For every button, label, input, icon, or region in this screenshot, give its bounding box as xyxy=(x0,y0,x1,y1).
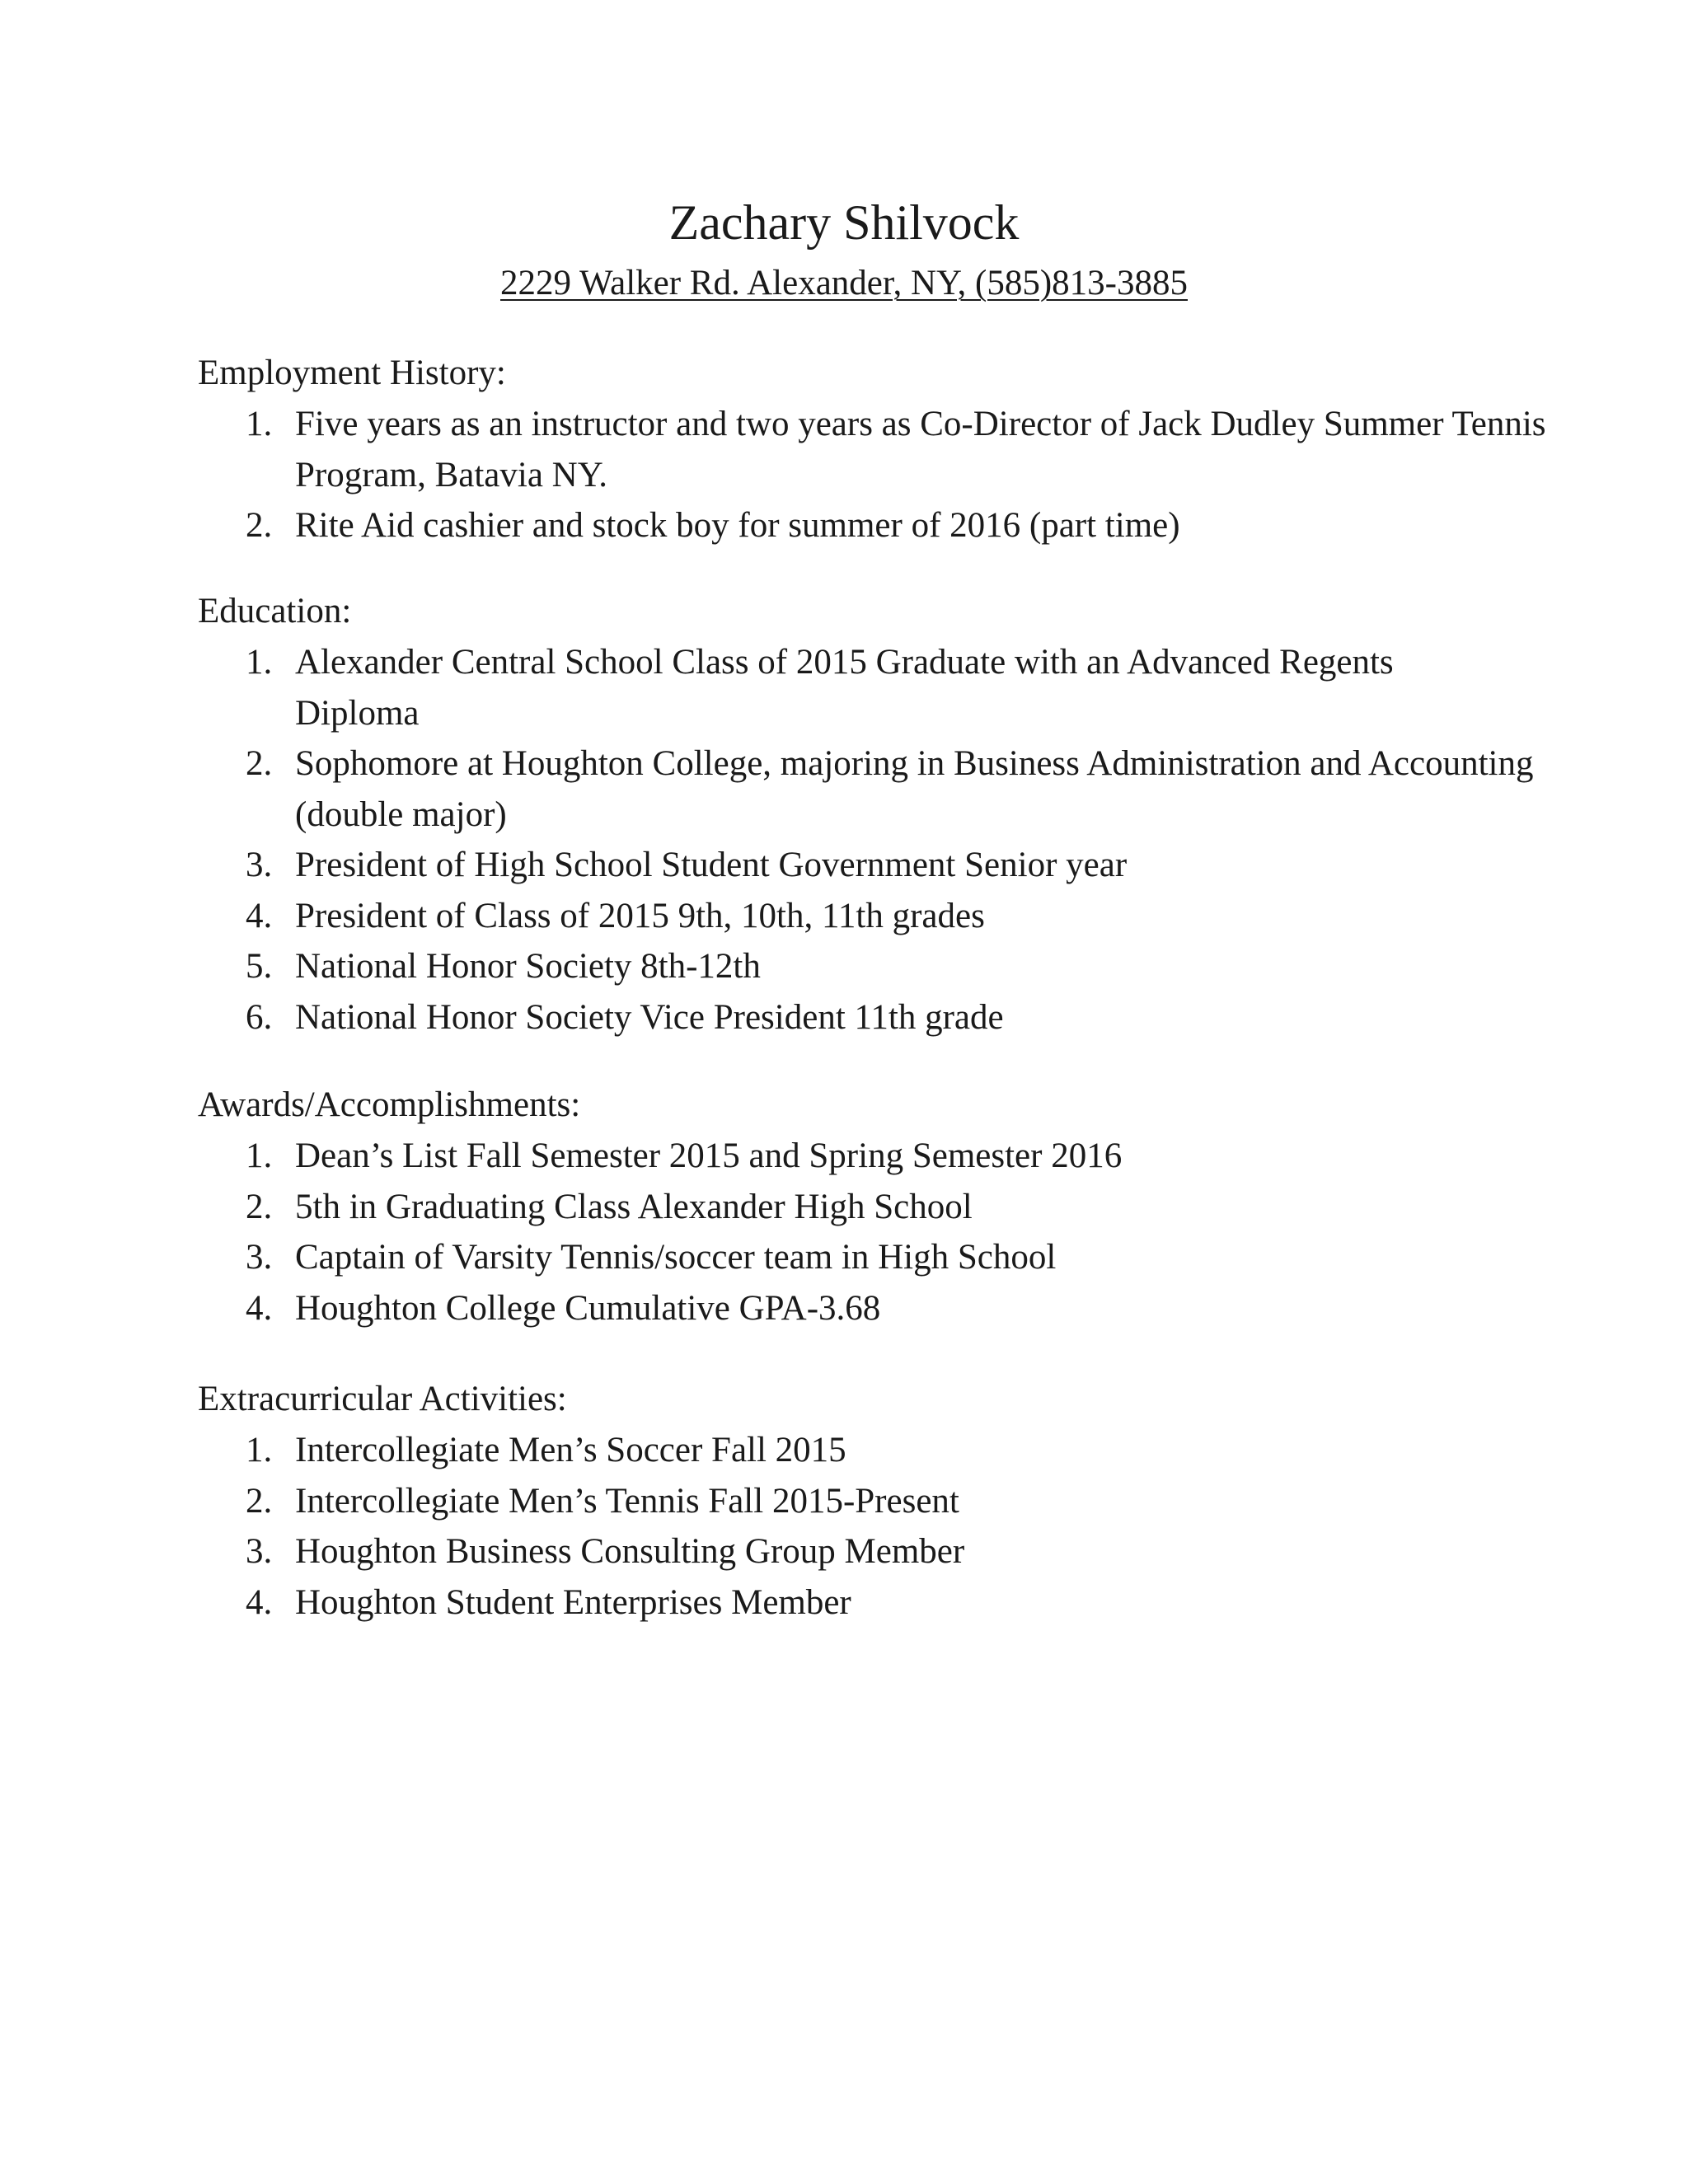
list-item xyxy=(198,399,1581,500)
list-item xyxy=(198,1577,1550,1629)
list-item xyxy=(198,637,1465,738)
contact-line: 2229 Walker Rd. Alexander, NY, (585)813-3885 xyxy=(500,264,1188,302)
list-item xyxy=(198,500,1550,551)
list-item xyxy=(198,1232,1550,1283)
item-text: Houghton Business Consulting Group Member xyxy=(295,1532,965,1571)
item-number: 1. xyxy=(246,1137,273,1175)
item-text: Rite Aid cashier and stock boy for summer of 2016 (part time) xyxy=(295,506,1180,545)
item-text: National Honor Society 8th-12th xyxy=(295,947,761,986)
item-number: 1. xyxy=(246,1431,273,1469)
list-item xyxy=(198,1526,1550,1577)
item-number: 2. xyxy=(246,1187,273,1226)
education-heading: Education: xyxy=(198,592,352,630)
list-item xyxy=(198,992,1550,1043)
item-number: 2. xyxy=(246,506,273,545)
education-list xyxy=(198,637,1550,1043)
resume-name: Zachary Shilvock xyxy=(668,195,1020,250)
item-number: 2. xyxy=(246,1481,273,1521)
item-number: 1. xyxy=(246,405,273,443)
list-item xyxy=(198,1283,1550,1334)
extracurricular-heading: Extracurricular Activities: xyxy=(198,1380,567,1418)
item-text: Houghton College Cumulative GPA-3.68 xyxy=(295,1288,881,1328)
list-item xyxy=(198,1182,1550,1233)
employment-heading: Employment History: xyxy=(198,354,506,392)
item-text: Five years as an instructor and two years as Co-Director of Jack Dudley Summer Tennis Program, Batavia NY. xyxy=(295,405,1546,494)
awards-list xyxy=(198,1131,1550,1333)
item-number: 2. xyxy=(246,744,273,783)
item-text: Captain of Varsity Tennis/soccer team in High School xyxy=(295,1238,1057,1277)
item-text: National Honor Society Vice President 11th grade xyxy=(295,997,1004,1037)
employment-list xyxy=(198,399,1550,551)
item-number: 3. xyxy=(246,1532,273,1571)
item-text: Sophomore at Houghton College, majoring in Business Administration and Accounting (double major) xyxy=(295,744,1534,834)
item-number: 6. xyxy=(246,997,273,1037)
item-text: Alexander Central School Class of 2015 Graduate with an Advanced Regents Diploma xyxy=(295,643,1394,733)
list-item xyxy=(198,738,1550,840)
list-item xyxy=(198,840,1550,891)
education-section xyxy=(198,586,1550,1043)
item-number: 4. xyxy=(246,1582,273,1622)
item-text: President of Class of 2015 9th, 10th, 11th grades xyxy=(295,896,985,935)
item-number: 3. xyxy=(246,1238,273,1277)
item-text: Dean’s List Fall Semester 2015 and Spring Semester 2016 xyxy=(295,1137,1123,1175)
item-text: Intercollegiate Men’s Tennis Fall 2015-Present xyxy=(295,1481,959,1521)
list-item xyxy=(198,1476,1550,1527)
item-number: 1. xyxy=(246,643,273,682)
item-number: 3. xyxy=(246,846,273,884)
awards-section xyxy=(198,1080,1550,1333)
item-number: 4. xyxy=(246,1288,273,1328)
item-number: 5. xyxy=(246,947,273,986)
extracurricular-section xyxy=(198,1374,1550,1628)
item-text: Houghton Student Enterprises Member xyxy=(295,1582,851,1622)
list-item xyxy=(198,1131,1550,1182)
item-text: 5th in Graduating Class Alexander High School xyxy=(295,1187,973,1226)
item-text: Intercollegiate Men’s Soccer Fall 2015 xyxy=(295,1431,846,1469)
list-item xyxy=(198,941,1550,992)
item-text: President of High School Student Government Senior year xyxy=(295,846,1128,884)
item-number: 4. xyxy=(246,896,273,935)
extracurricular-list xyxy=(198,1425,1550,1628)
employment-section xyxy=(198,348,1550,551)
awards-heading: Awards/Accomplishments: xyxy=(198,1085,581,1124)
list-item xyxy=(198,1425,1550,1476)
list-item xyxy=(198,891,1550,942)
